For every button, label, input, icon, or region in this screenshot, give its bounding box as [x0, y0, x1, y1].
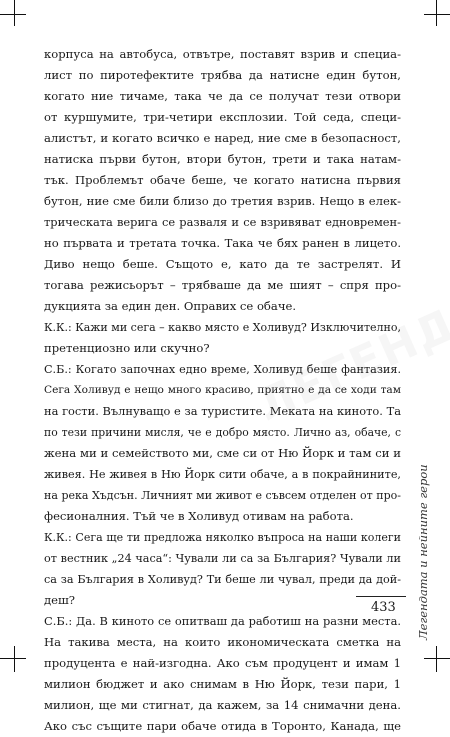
text-line: бутон, ние сме били близо до третия взрив. Нещо в елек- [44, 194, 401, 208]
text-line: Сега Холивуд е нещо много красиво, приятно е да се ходи там [44, 384, 401, 396]
page-number: 433 [371, 600, 396, 615]
text-line: на гости. Вълнуващо е за туристите. Меката на киното. Та [44, 404, 401, 418]
crop-mark-top-left-v [14, 0, 15, 26]
crop-mark-top-left-h [0, 14, 26, 15]
text-line: На такива места, на които икономическата сметка на [44, 635, 401, 649]
text-line: когато ние тичаме, така че да се получат тези отвори [44, 89, 401, 103]
crop-mark-top-right-h [424, 14, 450, 15]
text-line: деш? [44, 593, 75, 607]
text-line: дукцията за един ден. Оправих се обаче. [44, 299, 297, 313]
footer-rule [356, 596, 406, 597]
text-line: фесионалния. Тъй че в Холивуд отивам на работа. [44, 509, 354, 523]
text-line: К.К.: Сега ще ти предложа няколко въпроса на наши колеги [44, 531, 401, 544]
crop-mark-top-right-v [436, 0, 437, 26]
text-line: Ако със същите пари обаче отида в Торонто, Канада, ще [44, 719, 401, 733]
text-line: тък. Проблемът обаче беше, че когато натисна първия [44, 173, 401, 187]
text-line: претенциозно или скучно? [44, 341, 210, 355]
crop-mark-bottom-left-h [0, 658, 26, 659]
text-line: по тези причини мисля, че е добро място. Лично аз, обаче, с [44, 426, 401, 439]
text-line: са за България в Холивуд? Ти беше ли чувал, преди да дой- [44, 573, 401, 586]
text-line: живея. Не живея в Ню Йорк сити обаче, а в покрайнините, [44, 468, 401, 481]
text-line: на река Хъдсън. Личният ми живот е съвсем отделен от про- [44, 489, 401, 502]
text-line: лист по пиротефектите трябва да натисне един бутон, [44, 68, 401, 82]
crop-mark-bottom-left-v [14, 646, 15, 672]
running-head [416, 440, 430, 640]
crop-mark-bottom-right-h [424, 658, 450, 659]
body-text [44, 44, 401, 737]
text-line: тогава режисьорът – трябваше да ме шият – спря про- [44, 278, 401, 292]
text-line: но първата и третата точка. Така че бях ранен в лицето. [44, 236, 401, 250]
running-head-text: Легендата и нейните герои [416, 464, 430, 640]
text-line: продуцента е най-изгодна. Ако съм продуцент и имам 1 [44, 656, 401, 670]
text-line: К.К.: Кажи ми сега – какво място е Холивуд? Изключително, [44, 321, 401, 334]
text-line: от куршумите, три-четири експлозии. Той седа, специ- [44, 110, 401, 124]
text-line: корпуса на автобуса, отвътре, поставят взрив и специа- [44, 47, 401, 61]
text-line: натиска първи бутон, втори бутон, трети и така натам- [44, 152, 401, 166]
text-line: С.Б.: Когато започнах едно време, Холивуд беше фантазия. [44, 363, 401, 376]
text-line: милион, ще ми стигнат, да кажем, за 14 снимачни дена. [44, 698, 401, 712]
text-line: жена ми и семейството ми, сме си от Ню Йорк и там си и [44, 446, 401, 460]
text-line: алистът, и когато всичко е наред, ние сме в безопасност, [44, 131, 401, 145]
text-line: С.Б.: Да. В киното се опитваш да работиш на разни места. [44, 614, 401, 628]
text-line: милион бюджет и ако снимам в Ню Йорк, тези пари, 1 [44, 677, 401, 691]
text-line: трическата верига се разваля и се взривяват едновремен- [44, 215, 401, 229]
text-line: от вестник „24 часа“: Чували ли са за България? Чували ли [44, 552, 401, 565]
text-line: Диво нещо беше. Същото е, като да те застрелят. И [44, 257, 401, 271]
crop-mark-bottom-right-v [436, 646, 437, 672]
